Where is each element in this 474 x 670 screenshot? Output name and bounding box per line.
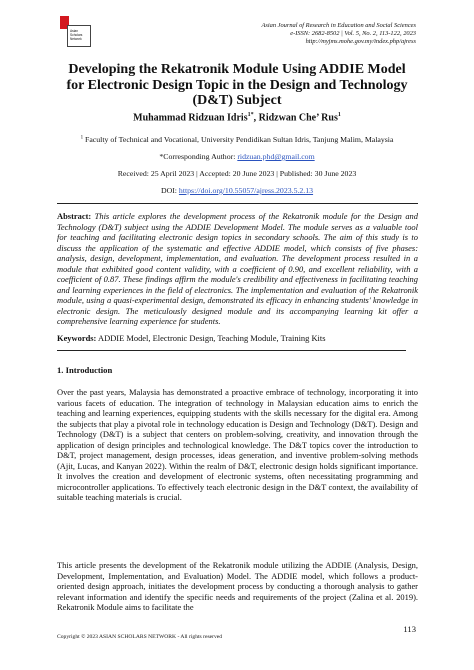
logo-line-2: Scholars: [70, 33, 83, 37]
affiliation-text: Faculty of Technical and Vocational, University Pendidikan Sultan Idris, Tanjung Malim, Malaysia: [83, 135, 394, 144]
keywords-text: ADDIE Model, Electronic Design, Teaching Module, Training Kits: [96, 333, 326, 343]
logo-box: [67, 25, 91, 47]
publisher-logo: [60, 16, 94, 50]
doi-link[interactable]: https://doi.org/10.55057/ajress.2023.5.2.13: [178, 186, 314, 195]
doi-label: DOI:: [160, 186, 179, 195]
journal-name: Asian Journal of Research in Education and Social Sciences: [261, 22, 416, 29]
abstract-text: This article explores the development process of the Rekatronik module for the Design and Technology (D&T) subject using the ADDIE Development Model. The module serves as a valuable tool for teaching and facilitating electronic design topics in secondary schools. The aim of this study is to discuss the application of the systematic and effective ADDIE model, which consists of five phases: analysis, design, development, implementation, and evaluation. The development process resulted in a module that exhibited good content validity, with a coefficient of 0.90, and excellent reliability, with a coefficient of 0.87. These findings affirm the module's credibility and effectiveness in facilitating teaching and learning experiences in the field of electronics. The implementation and evaluation of the Rekatronik module, using a quasi-experimental design, demonstrated its efficacy in enhancing students' knowledge in electronic design. The meticulously designed module and its accompanying learning kit offer a comprehensive learning experience for students.: [57, 211, 418, 327]
author-2: Ridzwan Che’ Rus: [258, 112, 338, 124]
keywords-label: Keywords:: [57, 333, 97, 343]
page-number: 113: [403, 624, 416, 634]
keywords-divider: [57, 350, 406, 351]
doi: [60, 186, 414, 195]
affiliation: [60, 135, 414, 144]
author-2-sup: 1: [337, 112, 341, 118]
keywords: [57, 333, 418, 343]
copyright-footer: Copyright © 2023 ASIAN SCHOLARS NETWORK - All rights reserved: [57, 634, 223, 640]
section-heading: 1. Introduction: [57, 365, 113, 375]
logo-line-1: Asian: [70, 29, 78, 33]
publication-dates: Received: 25 April 2023 | Accepted: 20 June 2023 | Published: 30 June 2023: [117, 169, 357, 178]
corresponding-author: [60, 152, 414, 161]
author-1: Muhammad Ridzuan Idris: [133, 112, 248, 124]
corresponding-label: *Corresponding Author:: [159, 152, 238, 161]
affiliation-sup: 1: [80, 135, 84, 141]
author-1-sup: 1*: [247, 112, 254, 118]
introduction-paragraph-2: This article presents the development of the Rekatronik module utilizing the ADDIE (Analysis, Design, Development, Implementation, and Evaluation) Model. The ADDIE model, which follows a product-oriented design approach, initiates the development process by conducting a thorough analysis to gather relevant information and identify the specific needs and requirements of the project (Zalina et al. 2019). Rekatronik Module aims to facilitate the: [57, 560, 418, 613]
introduction-paragraph-1: Over the past years, Malaysia has demonstrated a proactive embrace of technology, incorporating it into various facets of education. The integration of technology in Malaysian education aims to enrich the teaching and learning experiences, equipping students with the skills necessary for the digital era. Among the subjects that play a pivotal role in technology education is Design and Technology (D&T). Design and Technology (D&T) is a subject that centers on problem-solving, creativity, and innovation through the application of design principles and technological knowledge. The D&T topics cover the introduction to D&T, project management, design processes, ideas generation, and inventive problem-solving methods (Ajit, Lucas, and Kanyan 2022). Within the realm of D&T, electronic design holds significant importance. It involves the creation and development of electronic systems, often necessitating programming and microcontroller applications. To effectively teach electronic design in the D&T context, the availability of suitable teaching materials is crucial.: [57, 387, 418, 503]
journal-issn: e-ISSN: 2682-8502 | Vol. 5, No. 2, 113-122, 2023: [290, 30, 416, 37]
abstract: [57, 211, 418, 327]
paper-title: Developing the Rekatronik Module Using ADDIE Model for Electronic Design Topic in the Design and Technology (D&T) Subject: [66, 62, 408, 108]
corresponding-email-link[interactable]: ridzuan.phd@gmail.com: [237, 152, 315, 161]
header-divider: [57, 203, 418, 204]
logo-line-3: Network: [70, 37, 82, 41]
journal-url: http://myjms.mohe.gov.my/index.php/ajress: [305, 38, 416, 45]
abstract-label: Abstract:: [57, 211, 92, 221]
author-separator: ,: [253, 112, 259, 124]
journal-header: [186, 22, 416, 46]
authors: [60, 112, 414, 123]
